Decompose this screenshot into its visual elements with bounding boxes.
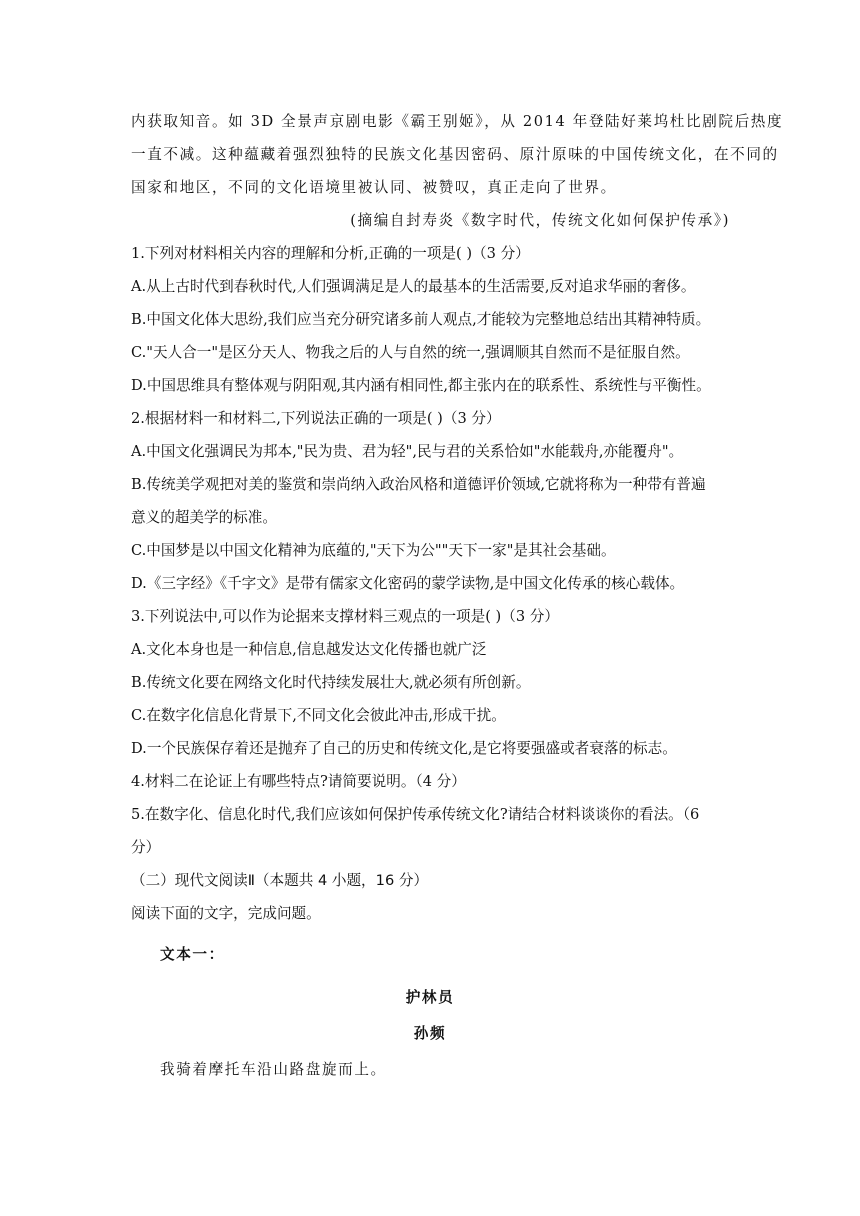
option-line: C.中国梦是以中国文化精神为底蕴的,"天下为公""天下一家"是其社会基础。 xyxy=(131,542,616,559)
question-stem: 3.下列说法中,可以作为论据来支撑材料三观点的一项是( )（3 分） xyxy=(131,608,559,625)
section-heading: （二）现代文阅读Ⅱ（本题共 4 小题，16 分） xyxy=(131,872,429,889)
option-line: C."天人合一"是区分天人、物我之后的人与自然的统一,强调顺其自然而不是征服自然。 xyxy=(131,344,690,361)
passage-line: 国家和地区，不同的文化语境里被认同、被赞叹，真正走向了世界。 xyxy=(131,179,617,196)
option-line: A.文化本身也是一种信息,信息越发达文化传播也就广泛 xyxy=(131,641,487,658)
passage-line: 内获取知音。如 3D 全景声京剧电影《霸王别姬》，从 2014 年登陆好莱坞杜比剧院后热度 xyxy=(131,113,784,130)
instruction-text: 阅读下面的文字，完成问题。 xyxy=(131,905,321,922)
option-line: A.中国文化强调民为邦本,"民为贵、君为轻",民与君的关系恰如"水能载舟,亦能覆舟"。 xyxy=(131,443,684,460)
question-stem: 5.在数字化、信息化时代,我们应该如何保护传承传统文化?请结合材料谈谈你的看法。（6 xyxy=(131,806,700,823)
text-label: 文本一： xyxy=(160,946,225,963)
option-line: B.传统文化要在网络文化时代持续发展壮大,就必须有所创新。 xyxy=(131,674,531,691)
option-line: C.在数字化信息化背景下,不同文化会彼此冲击,形成干扰。 xyxy=(131,707,506,724)
option-line: B.中国文化体大思纷,我们应当充分研究诸多前人观点,才能较为完整地总结出其精神特质。 xyxy=(131,311,711,328)
story-author: 孙频 xyxy=(413,1025,447,1042)
option-line: D.一个民族保存着还是抛弃了自己的历史和传统文化,是它将要强盛或者衰落的标志。 xyxy=(131,740,677,757)
story-title: 护林员 xyxy=(405,989,455,1006)
option-line: D.中国思维具有整体观与阴阳观,其内涵有相同性,都主张内在的联系性、系统性与平衡性。 xyxy=(131,377,711,394)
question-stem: 2.根据材料一和材料二,下列说法正确的一项是( )（3 分） xyxy=(131,410,501,427)
source-note: (摘编自封寿炎《数字时代，传统文化如何保护传承》) xyxy=(350,212,730,229)
option-line: A.从上古时代到春秋时代,人们强调满足是人的最基本的生活需要,反对追求华丽的奢侈。 xyxy=(131,278,696,295)
option-line: 意义的超美学的标准。 xyxy=(131,509,277,526)
story-paragraph: 我骑着摩托车沿山路盘旋而上。 xyxy=(160,1061,387,1078)
option-line: D.《三字经》《千字文》是带有儒家文化密码的蒙学读物,是中国文化传承的核心载体。 xyxy=(131,575,685,592)
option-line: B.传统美学观把对美的鉴赏和崇尚纳入政治风格和道德评价领域,它就将称为一种带有普遍 xyxy=(131,476,706,493)
option-line: 分） xyxy=(131,839,161,856)
passage-line: 一直不减。这种蕴藏着强烈独特的民族文化基因密码、原汁原味的中国传统文化，在不同的 xyxy=(131,146,779,163)
question-stem: 1.下列对材料相关内容的理解和分析,正确的一项是( )（3 分） xyxy=(131,245,530,262)
question-stem: 4.材料二在论证上有哪些特点?请简要说明。（4 分） xyxy=(131,773,466,790)
